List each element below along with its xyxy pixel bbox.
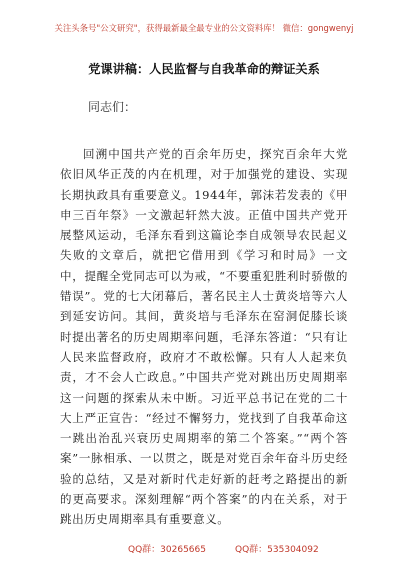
footer — [0, 542, 408, 558]
footer-qq-group-2: QQ群：535304092 — [235, 545, 319, 555]
document-title: 党课讲稿：人民监督与自我革命的辩证关系 — [88, 62, 320, 76]
footer-qq-group-1: QQ群：30265665 — [128, 545, 206, 555]
header-note: 关注头条号"公文研究"，获得最新最全最专业的公文资料库！ 微信：gongwenyj — [54, 23, 354, 33]
body-text — [60, 144, 348, 530]
body-paragraph: 回溯中国共产党的百余年历史，探究百余年大党依旧风华正茂的内在机理，对于加强党的建设、实现长期执政具有重要意义。1944年，郭沫若发表的《甲申三百年祭》一文激起轩然大波。正值中国共产党开展整风运动，毛泽东看到这篇论李自成领导农民起义失败的文章后，就把它借用到《学习和时局》一文中，提醒全党同志可以为戒，“不要重犯胜利时骄傲的错误”。党的七大闭幕后，著名民主人士黄炎培等六人到延安访问。其间，黄炎培与毛泽东在窑洞促膝长谈时提出著名的历史周期率问题，毛泽东答道：“只有让人民来监督政府，政府才不敢松懈。只有人人起来负责，才不会人亡政息。”中国共产党对跳出历史周期率这一问题的探索从未中断。习近平总书记在党的二十大上严正宣告：“经过不懈努力，党找到了自我革命这一跳出治乱兴衰历史周期率的第二个答案。”“两个答案”一脉相承、一以贯之，既是对党百余年奋斗历史经验的总结，又是对新时代走好新的赶考之路提出的新的更高要求。深刻理解“两个答案”的内在关系，对于跳出历史周期率具有重要意义。 — [60, 147, 348, 527]
salutation: 同志们： — [88, 100, 137, 114]
